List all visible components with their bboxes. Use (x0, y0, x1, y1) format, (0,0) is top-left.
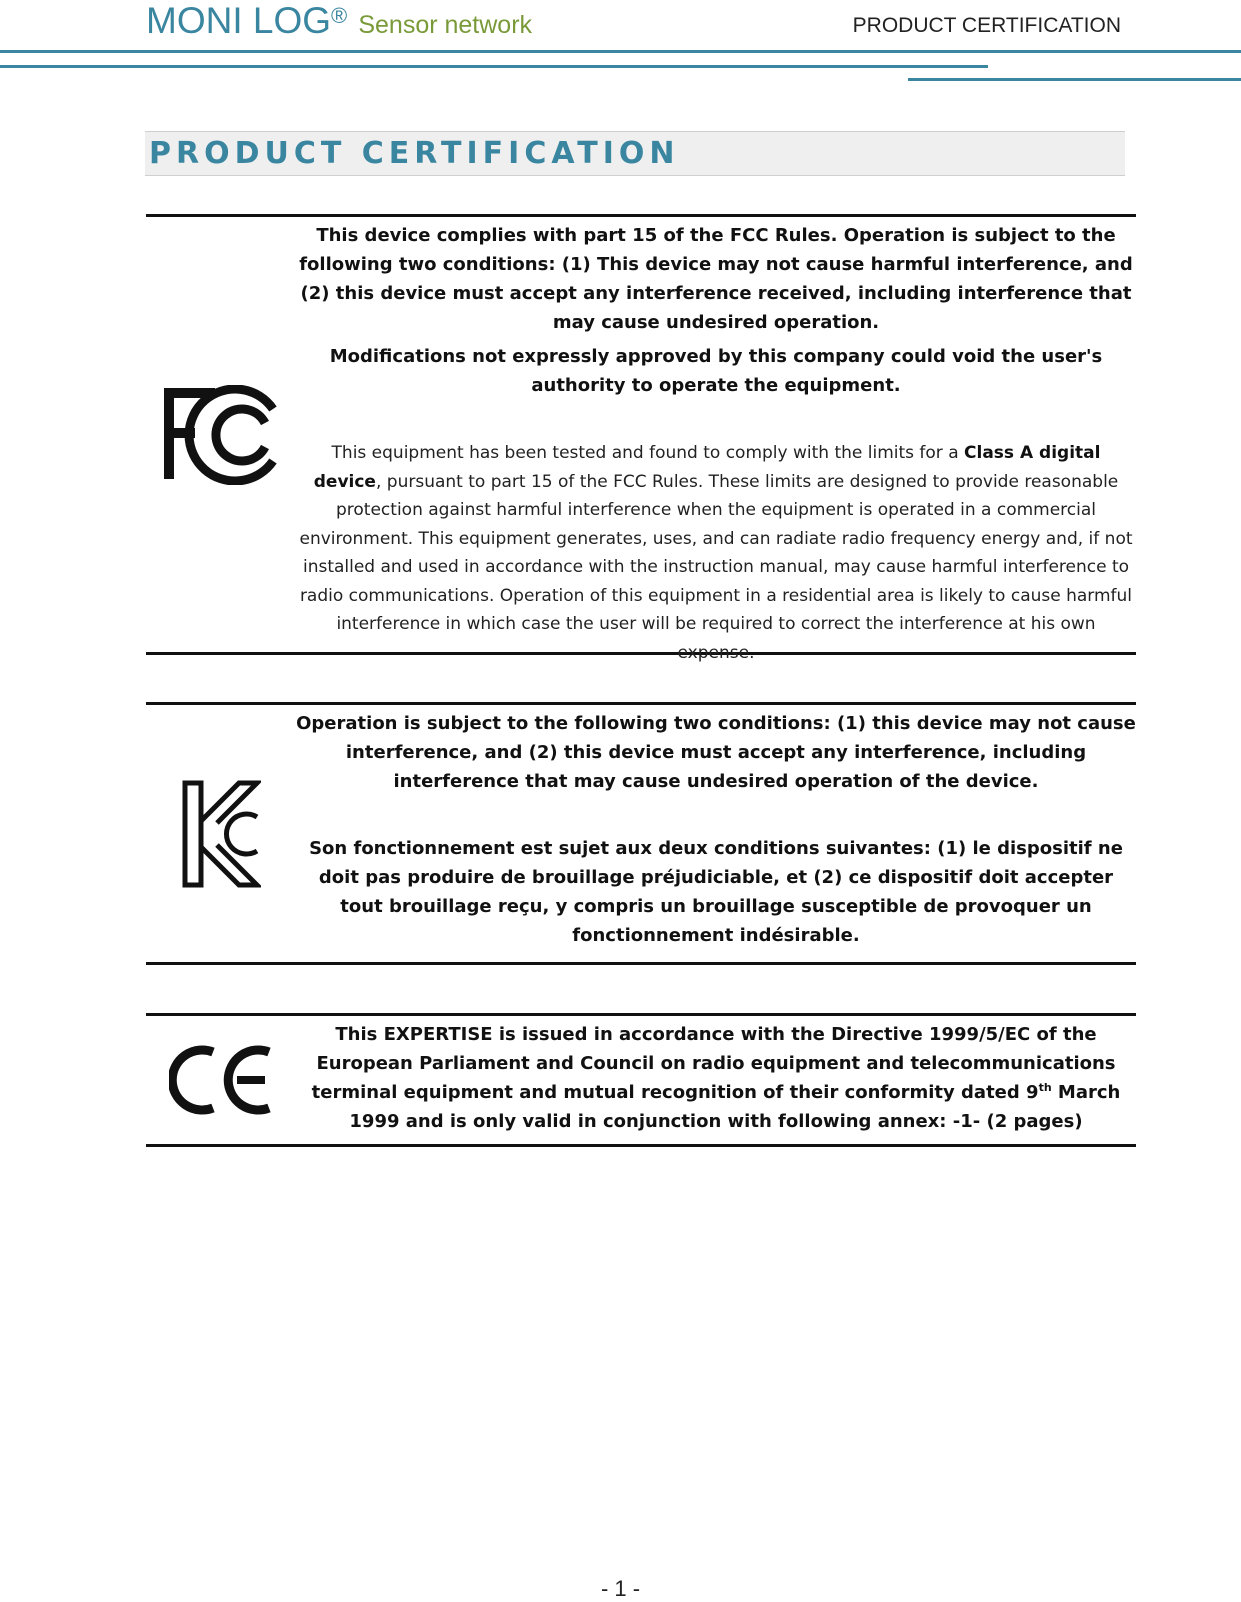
ce-mark-icon (169, 1044, 273, 1116)
brand-logo (146, 0, 532, 42)
kc-french-statement: Son fonctionnement est sujet aux deux conditions suivantes: (1) le dispositif ne doit pas produire de brouillage préjudiciable, et (2) ce dispositif doit accepter tout brouillage reçu, y compris un brouillage susceptible de provoquer un fonctionnement indésirable. (309, 838, 1123, 946)
section-heading (145, 131, 1125, 176)
fcc-text (296, 221, 1136, 667)
ce-directive-statement (296, 1020, 1136, 1136)
fcc-logo (146, 217, 296, 652)
brand-tagline: Sensor network (358, 11, 533, 39)
kc-certification-block (146, 702, 1136, 965)
section-heading-text: PRODUCT CERTIFICATION (149, 136, 680, 171)
header-rule-middle (0, 65, 988, 68)
kc-text (296, 709, 1136, 950)
ce-text (296, 1020, 1136, 1136)
kc-english-statement: Operation is subject to the following two conditions: (1) this device may not cause interference, and (2) this device must accept any interference, including interference that may cause undesired operation of the device. (296, 713, 1136, 792)
ce-logo (146, 1016, 296, 1144)
brand-name: MONI LOG (146, 0, 332, 41)
header-rule-top (0, 50, 1241, 53)
fcc-class-a-body: , pursuant to part 15 of the FCC Rules. These limits are designed to provide reasonable protection against harmful interference when the equipment is operated in a commercial environment. This equipment generates, uses, and can radiate radio frequency energy and, if not installed and used in accordance with the instruction manual, may cause harmful interference to radio communications. Operation of this equipment in a residential area is likely to cause harmful interference in which case the user will be required to correct the interference at his own expense. (299, 471, 1133, 663)
ce-directive-text: This EXPERTISE is issued in accordance with the Directive 1999/5/EC of the European Parliament and Council on radio equipment and telecommunications terminal equipment and mutual recognition of their conformity dated 9 (311, 1024, 1116, 1103)
fcc-certification-block (146, 214, 1136, 663)
fcc-class-a-device: Class A digital device (313, 443, 1101, 492)
page-number: - 1 - (600, 1576, 641, 1601)
fcc-class-a-statement (296, 439, 1136, 667)
fcc-modification-warning: Modifications not expressly approved by this company could void the user's authority to operate the equipment. (329, 346, 1103, 396)
header-rule-bottom (908, 78, 1241, 81)
kc-mark-icon (181, 779, 261, 889)
ce-certification-block (146, 1013, 1136, 1147)
registered-mark: ® (331, 2, 348, 28)
header-document-title: PRODUCT CERTIFICATION (852, 14, 1121, 37)
fcc-class-a-intro: This equipment has been tested and found to comply with the limits for a (331, 443, 965, 463)
fcc-mark-icon (161, 385, 281, 485)
kc-logo (146, 705, 296, 962)
ce-annex-text: March 1999 and is only valid in conjunction with following annex: -1- (2 pages) (349, 1082, 1121, 1132)
ce-date-suffix: th (1038, 1081, 1052, 1094)
fcc-compliance-statement: This device complies with part 15 of the FCC Rules. Operation is subject to the following two conditions: (1) This device may not cause harmful interference, and (2) this device must accept any interference received, including interference that may cause undesired operation. (299, 225, 1133, 333)
